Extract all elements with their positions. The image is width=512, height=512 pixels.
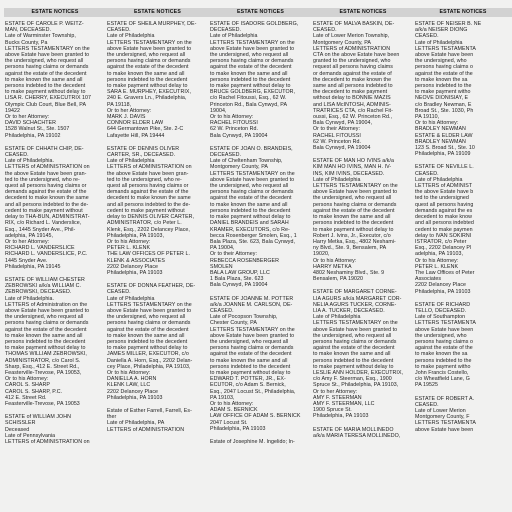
notice-title: ESTATE OF NEVILLE L. CEASED. (415, 164, 474, 177)
notice-title: ESTATE OF CAROLE P. WEITZ- MAN, DECEASED. (5, 21, 84, 34)
notice-body: Late of Philadelphia, PA LETTERS of ADMINISTRATION (107, 420, 185, 433)
column-header: ESTATE NOTICES (106, 8, 209, 17)
notice-title: ESTATE OF JOANNE M. POTTER a/k/a JOANNE M. CARLSON, DE- CEASED. (210, 295, 294, 314)
column-header: ESTATE NOTICES (414, 8, 512, 17)
notice-title: ESTATE OF CHHATH CHIP, DE- CEASED. (5, 145, 84, 159)
notice-body: Late of Philadelphia LETTERS TESTAMENTARY on the above Estate have been granted to the undersigned, who request all persons having claims or demands against the estate of the decedent to make known the same and all persons indebted to the decedent to make payment without delay to BRUCE GOLDBERG, EXECUTOR, c/o Rachel Fitoussi, Esq., 62 W. Princeton Rd., Bala Cynwyd, PA 19004, Or to his Attorney: RACHEL FITOUSSI 62 W. Princeton Rd. Bala Cynwyd, PA 19004 (210, 33, 296, 139)
notice-body: Late of Philadelphia LETTERS TESTAMENTA above Estate have been the undersigned, who persons having claims o against the estate of the to make known the sa persons indebted to the to make payment witho NEOVE DIONISIAY, E c/o Bradley Newman, E Broad St., Ste. 1030, Ph PA 19110, Or to his Attorney: BRADLEY NEWMAN ESTATE & ELDER LAW BRADLEY NEWMAN 123 S. Broad St., Ste. 10 Philadelphia, PA 19109 (415, 39, 476, 158)
estate-notice (313, 21, 413, 151)
notice-title: Estate of Josephine M. Ingelido; In- (210, 439, 295, 445)
estate-notice (415, 302, 511, 389)
notice-body: Late of Philadelphia LETTERS TESTAMENTARY on the above Estate have been granted to the undersigned, who request all persons having claims or demands against the estate of the decedent to make known the same and all persons indebted to the decedent to make payment without delay to JAMES MILLER, EXECUTOR, c/o Daniella A. Horn, Esq., 2202 Delan- cey Place, Philadelphia, PA 19103, Or to his Attorney: DANIELLA A. HORN KLENK LAW, LLC 2202 Delancey Place Philadelphia, PA 19103 (107, 295, 193, 401)
estate-notice (107, 21, 208, 139)
notice-body: Late of Philadelphia LETTERS TESTAMENTARY on the above Estate have been granted to the undersigned, who request all persons having claims or demands against the estate of the decedent to make known the same and all persons indebted to the decedent to make payment without delay to LESLIE ANN HOLDER, EXECUTRIX, c/o Amy F. Steerman, Esq., 1900 Spruce St., Philadelphia, PA 19103, Or to her Attorney: AMY F. STEERMAN AMY F. STEERMAN, LLC 1900 Spruce St. Philadelphia, PA 19103 (313, 314, 404, 420)
notice-title: ESTATE OF MARIA MOLLINEDO a/k/a MARIA TERESA MOLLINEDO, (313, 426, 401, 439)
column-header: ESTATE NOTICES (209, 8, 312, 17)
notice-title: ESTATE OF SHEILA MURPHEY, DE- CEASED. (107, 21, 197, 34)
notice-column-5 (414, 8, 512, 512)
notice-column-1 (4, 8, 106, 512)
notice-column-3 (209, 8, 312, 512)
notice-body: Late of Cheltenham Township, Montgomery County, PA LETTERS TESTAMENTARY on the above Estate have been granted to the undersigned, who request all persons having claims or demands against the estate of the decedent to make known the same and all persons indebted to the decedent to make payment without delay to DANIEL BRANDEIS and SARAH KRAMER, EXECUTORS, c/o Re- becca Rosenberger Smolen, Esq., 1 Bala Plaza, Ste. 623, Bala Cynwyd, PA 19004, Or to their Attorney: REBECCA ROSENBERGER SMOLEN BALA LAW GROUP, LLC 1 Bala Plaza, Ste. 623 Bala Cynwyd, PA 19004 (210, 158, 297, 289)
notice-title: ESTATE OF MALVA BASKIN, DE- CEASED. (313, 21, 395, 34)
notice-title: ESTATE of WILLIAM JOHN SCHISSLER (5, 414, 71, 427)
notice-title: Estate of Esther Farrell, Farrell, Es- ther (107, 407, 192, 421)
notice-body: Late of Warminster Township, Bucks County, Pa LETTERS TESTAMENTARY on the above Estate have been granted to the undersigned, who request all persons having claims or demands against the estate of the decedent to make known the same and all persons indebted to the decedent to make payment without delay to LISA R. CHERRY, EXECUTRIX 107 Olympic Club Court, Blue Bell, PA 19422 Or to her Attorney: DAVID SCHACHTER 1528 Walnut St., Ste. 1507 Philadelphia, PA 19102 (5, 33, 92, 139)
estate-notice (210, 21, 311, 139)
notice-title: ESTATE OF JOAN O. BRANDEIS, DECEASED. (210, 145, 293, 159)
notice-body: Late of Southampton LETTERS TESTAMENTA above Estate have been the undersigned, who persons having claims o against the estate of the to make known the sa persons indebted to the to make payment witho John Francis Costello, c/o Wheatfield Lane, G PA 19525 (415, 314, 476, 389)
notice-title: ESTATE OF MARGARET CORNE- LIA AGURS a/k/a MARGARET COR- NELIA AGURS TUCKER, CORNE- LIA A. TUCKER, DECEASED. (313, 289, 402, 314)
notice-body: Late of Lower Merion Township, Montgomery County, PA LETTERS of ADMINISTRATION CTA on the above Estate have been granted to the undersigned, who request all persons having claims or demands against the estate of the decedent to make known the same and all persons indebted to the decedent to make payment without delay to BONNIE MAZIS and LISA McINTOSH, ADMINIS- TRATRICES CTA, c/o Rachel Fit- oussi, Esq., 62 W. Princeton Rd., Bala Cynwyd, PA 19004, Or to their Attorney: RACHEL FITOUSSI 62 W. Princeton Rd. Bala Cynwyd, PA 19004 (313, 33, 400, 152)
estate-notice (313, 158, 413, 282)
notice-title: ESTATE OF RICHARD TELLO, DECEASED. (415, 301, 471, 314)
notice-title: ESTATE OF ISADORE GOLDBERG, DECEASED. (210, 21, 299, 34)
estate-notice (107, 146, 208, 276)
estate-notice (107, 283, 208, 401)
notice-title: ESTATE OF DONNA FEATHER, DE- CEASED. (107, 283, 196, 296)
estate-notice (210, 146, 311, 289)
estate-notice (5, 277, 105, 407)
estate-notice (5, 21, 105, 139)
estate-notice (210, 439, 311, 445)
notice-body: Late of Philadelphia LETTERS TESTAMENTARY on the above Estate have been granted to the undersigned, who request all persons having claims or demands against the estate of the decedent to make known the same and all persons indebted to the decedent to make payment without delay to SARA E. MURPHEY, EXECUTRIX, 240 E. Gravers Ln., Philadelphia, PA 19118, Or to her Attorney: MARK J. DAVIS CONNOR ELDER LAW 644 Germantown Pike, Ste. 2-C Lafayette Hill, PA 19444 (107, 33, 192, 139)
notice-body: Late of Pocopson Township, Chester County, PA LETTERS TESTAMENTARY on the above Estate have been granted to the undersigned, who request all persons having claims or demands against the estate of the decedent to make known the same and all persons indebted to the decedent to make payment without delay to EDWARD T. POTTER, JR., EX- ECUTOR, c/o Adam S. Bernick, Esq., 2047 Locust St., Philadelphia, PA 19103, Or to his Attorney: ADAM S. BERNICK LAW OFFICE OF ADAM S. BERNICK 2047 Locust St. Philadelphia, PA 19103 (210, 314, 301, 432)
notice-body: Late of Philadelphia. LETTERS of Administration on the above Estate have been granted to the undersigned, who request all persons having claims or demands against the estate of the decedent to make known the same and all persons indebted to the decedent to make payment without delay to THOMAS WILLIAM ZEBROWSKI, ADMINISTRATOR, c/o Carol S. Sharp, Esq., 412 E. Street Rd., Feasterville-Trevose, PA 19053, Or to his Attorney: CAROL S. SHARP CAROL S. SHARP, P.C. 412 E. Street Rd. Feasterville-Trevose, PA 19053 (5, 295, 90, 407)
notice-body: Deceased Late of Pennsylvania LETTERS of ADMINISTRATION on (5, 426, 90, 445)
notice-body: Late of Philadelphia. LETTERS of ADMINISTRATION on the above Estate have been gran- ted to the undersigned, who re- quest all persons having claims or demands against the estate of the decedent to make known the same and all persons indebted to the de- cedent to make payment without delay to THA-BUN, ADMINISTRAT- RIX, c/o Richard L. Vanderslice, Esq., 1445 Snyder Ave., Phil- adelphia, PA 19145, Or to her Attorney: RICHARD L. VANDERSLICE RICHARD L. VANDERSLICE, P.C. 1445 Snyder Ave. Philadelphia, PA 19145 (5, 158, 90, 270)
notice-column-2 (106, 8, 209, 512)
estate-notice (313, 289, 413, 419)
column-header: ESTATE NOTICES (4, 8, 106, 17)
estate-notice (313, 427, 413, 439)
notice-title: ESTATE OF NEISER B. NE a/k/a NEISER DIONG CEASED. (415, 21, 482, 40)
estate-notice (415, 396, 511, 433)
estate-notice (107, 408, 208, 433)
notice-body: Late of Philadelphia LETTERS of ADMINIST the above Estate have b ted to the undersigned quest all persons having demands against the es decedent to make know and all persons indebted cedent to make paymen delay to IVAN SOKIRNI ISTRATOR, c/o Peter Esq., 2202 Delancey Pl adelphia, PA 19103, Or to his Attorney: PETER L. KLENK The Law Offices of Peter Associates 2202 Delancey Place Philadelphia, PA 19103 (415, 176, 475, 295)
estate-notice (415, 21, 511, 157)
notice-body: Late of Philadelphia LETTERS of ADMINISTRATION on the above Estate have been gran- ted to the undersigned, who re- quest all persons having claims or demands against the estate of the decedent to make known the same and all persons indebted to the de- cedent to make payment without delay to DENNIS OLIVER CARTER, ADMINISTRATOR, c/o Peter L. Klenk, Esq., 2202 Delancey Place, Philadelphia, PA 19103, Or to his Attorney: PETER L. KLENK THE LAW OFFICES OF PETER L. KLENK & ASSOCIATES 2202 Delancey Place Philadelphia, PA 19103 (107, 158, 195, 276)
estate-notice (415, 164, 511, 294)
estate-notice (5, 146, 105, 270)
notice-body: Late of Lower Merion Montgomery County, F LETTERS TESTAMENTA above Estate have been (415, 407, 476, 433)
column-header: ESTATE NOTICES (312, 8, 414, 17)
notice-title: ESTATE OF MAN HO IVINS a/k/a KIM MAN HO IVINS, MAN H. IV- INS, KIM IVINS, DECEASED. (313, 158, 394, 177)
notice-title: ESTATE OF DENNIS OLIVER CARTER, SR., DECEASED. (107, 145, 180, 159)
notice-title: ESTATE OF ROBERT A. CEASED. (415, 395, 475, 408)
notice-column-4 (312, 8, 414, 512)
notice-title: ESTATE OF WILLIAM CHESTER ZEBROWSKI a/k/a WILLIAM C. ZEBROWSKI, DECEASED. (5, 276, 85, 296)
estate-notice (210, 296, 311, 432)
estate-notice (5, 414, 105, 445)
notice-body: Late of Philadelphia LETTERS TESTAMENTARY on the above Estate have been granted to the undersigned, who request all persons having claims or demands against the estate of the decedent to make known the same and all persons indebted to the decedent to make payment without delay to Robert J. Ivins, Jr., Executor, c/o Harry Metka, Esq., 4802 Neshami- ny Blvd., Ste. 9, Bensalem, PA 19020, Or to his Attorney: HARRY METKA 4802 Neshaminy Blvd., Ste. 9 Bensalem, PA 19020 (313, 176, 398, 283)
